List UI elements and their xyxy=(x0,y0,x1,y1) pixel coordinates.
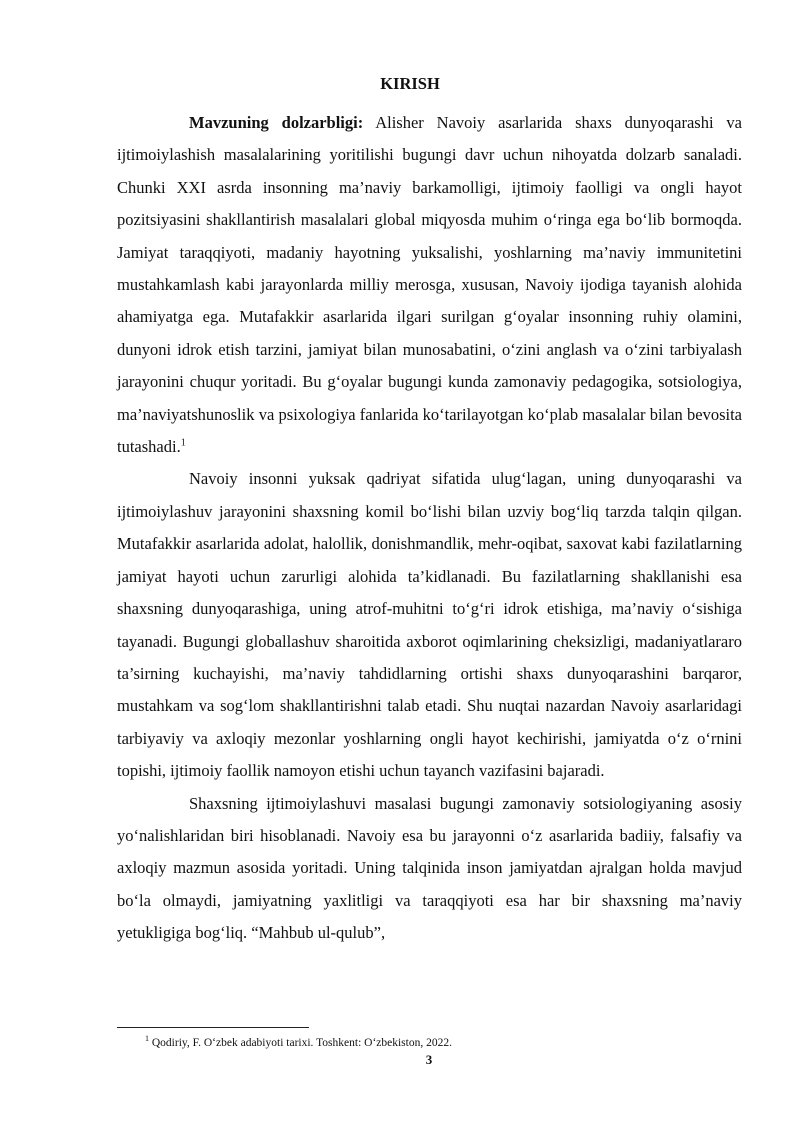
paragraph-2 xyxy=(117,463,742,787)
paragraph-1 xyxy=(117,107,742,463)
footnote-text: Qodiriy, F. O‘zbek adabiyoti tarixi. Toshkent: O‘zbekiston, 2022. xyxy=(151,1037,452,1049)
paragraph-3 xyxy=(117,788,742,950)
paragraph-text: Shaxsning ijtimoiylashuvi masalasi bugungi zamonaviy sotsiologiyaning asosiy yo‘nalishlaridan biri hisoblanadi. Navoiy esa bu jarayonni o‘z asarlarida badiiy, falsafiy va axloqiy mazmun asosida yoritadi. Uning talqinida inson jamiyatdan ajralgan holda mavjud bo‘la olmaydi, jamiyatning yaxlitligi va taraqqiyoti esa har bir shaxsning ma’naviy yetukligiga bog‘liq. “Mahbub ul-qulub”, xyxy=(117,793,742,943)
page-number: 3 xyxy=(425,1052,433,1067)
footnote-mark: 1 xyxy=(145,1034,149,1044)
paragraph-lead: Mavzuning dolzarbligi: xyxy=(189,113,364,132)
body-text xyxy=(117,107,742,950)
page-title: KIRISH xyxy=(380,74,440,93)
footnote-divider xyxy=(117,1027,309,1028)
paragraph-text: Navoiy insonni yuksak qadriyat sifatida ulug‘lagan, uning dunyoqarashi va ijtimoiylashuv jarayonini shaxsning komil bo‘lishi bilan uzviy bog‘liq tarzda talqin qilgan. Mutafakkir asarlarida adolat, halollik, donishmandlik, mehr-oqibat, saxovat kabi fazilatlarning jamiyat hayoti uchun zarurligi alohida ta’kidlanadi. Bu fazilatlarning shakllanishi esa shaxsning dunyoqarashiga, uning atrof-muhitni to‘g‘ri idrok etishiga, ma’naviy o‘sishiga tayanadi. Bugungi globallashuv sharoitida axborot oqimlarining cheksizligi, madaniyatlararo ta’sirning kuchayishi, ma’naviy tahdidlarning ortishi shaxs dunyoqarashini barqaror, mustahkam va sog‘lom shakllantirishni talab etadi. Shu nuqtai nazardan Navoiy asarlaridagi tarbiyaviy va axloqiy mezonlar yoshlarning ongli hayot kechirishi, jamiyatda o‘z o‘rnini topishi, ijtimoiy faollik namoyon etishi uchun tayanch vazifasini bajaradi. xyxy=(117,469,742,781)
paragraph-text: Alisher Navoiy asarlarida shaxs dunyoqarashi va ijtimoiylashish masalalarining yoritilishi bugungi davr uchun nihoyatda dolzarb sanaladi. Chunki XXI asrda insonning ma’naviy barkamolligi, ijtimoiy faolligi va ongli hayot pozitsiyasini shakllantirish masalalari global miqyosda muhim o‘ringa ega bo‘lib bormoqda. Jamiyat taraqqiyoti, madaniy hayotning yuksalishi, yoshlarning ma’naviy immunitetini mustahkamlash kabi jarayonlarda milliy merosga, xususan, Navoiy ijodiga tayanish alohida ahamiyatga ega. Mutafakkir asarlarida ilgari surilgan g‘oyalar insonning ruhiy olamini, dunyoni idrok etish tarzini, jamiyat bilan munosabatini, o‘zini anglash va o‘zini tarbiyalash jarayonini chuqur yoritadi. Bu g‘oyalar bugungi kunda zamonaviy pedagogika, sotsiologiya, ma’naviyatshunoslik va psixologiya fanlarida ko‘tarilayotgan ko‘plab masalalar bilan bevosita tutashadi. xyxy=(117,113,743,457)
footnote xyxy=(145,1036,452,1050)
footnote-reference[interactable]: 1 xyxy=(180,437,186,449)
